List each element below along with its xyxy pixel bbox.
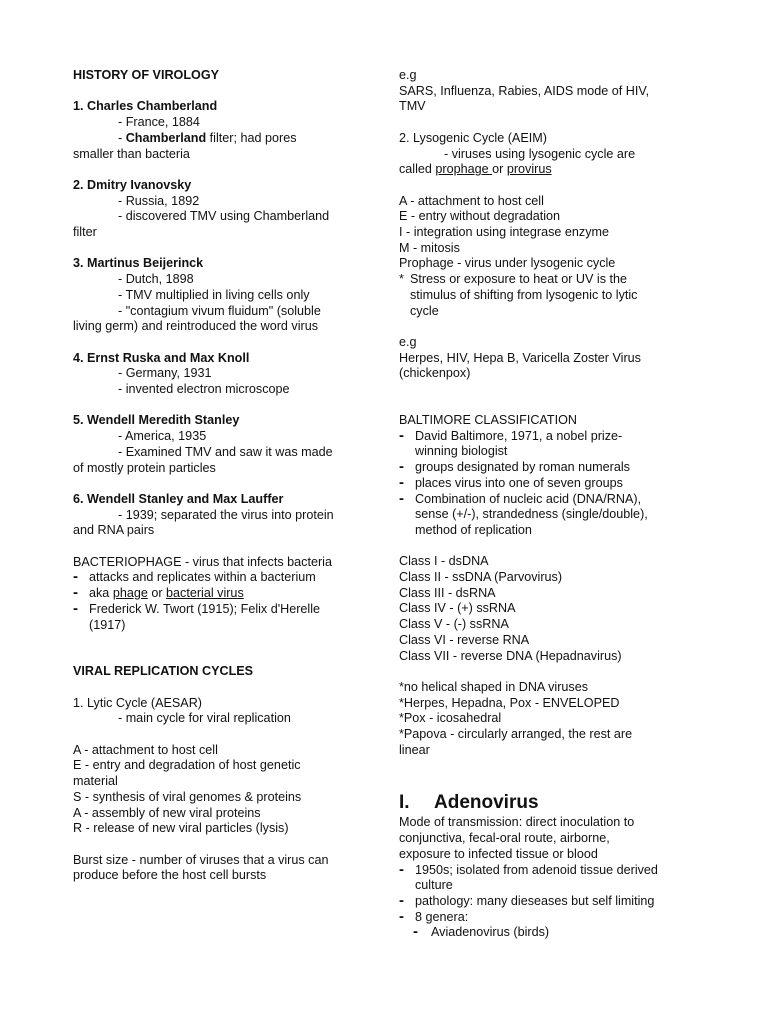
bullet-line: culture bbox=[415, 878, 453, 893]
section-4-line: - invented electron microscope bbox=[118, 382, 290, 396]
lysogenic-line bbox=[399, 162, 699, 178]
class-item: Class VI - reverse RNA bbox=[399, 632, 530, 647]
section-2-line: - discovered TMV using Chamberland bbox=[118, 209, 330, 224]
eg-line: SARS, Influenza, Rabies, AIDS mode of HIV, bbox=[399, 83, 650, 98]
baltimore-title: BALTIMORE CLASSIFICATION bbox=[399, 413, 577, 428]
bullet-line: - 1950s; isolated from adenoid tissue derived bbox=[415, 862, 658, 877]
section-5-line: - America, 1935 bbox=[118, 429, 207, 444]
left-column bbox=[73, 68, 373, 884]
note-item: *no helical shaped in DNA viruses bbox=[399, 679, 589, 694]
eg-line: Herpes, HIV, Hepa B, Varicella Zoster Virus bbox=[399, 350, 641, 365]
section-3-heading: 3. Martinus Beijerinck bbox=[73, 256, 204, 271]
lysogenic-step: A - attachment to host cell bbox=[399, 193, 544, 208]
bullet-item: - places virus into one of seven groups bbox=[399, 476, 699, 492]
section-4-heading: 4. Ernst Ruska and Max Knoll bbox=[73, 350, 250, 365]
section-3-line: - "contagium vivum fluidum" (soluble bbox=[118, 303, 321, 318]
adenovirus-title: Adenovirus bbox=[434, 792, 539, 814]
prophage-text: prophage bbox=[435, 162, 493, 177]
note-item: *Pox - icosahedral bbox=[399, 711, 502, 726]
bullet-line: method of replication bbox=[415, 522, 532, 537]
eg-label: e.g bbox=[399, 68, 417, 82]
section-1-line: - Chamberland filter; had pores bbox=[118, 130, 297, 145]
section-6-line: - 1939; separated the virus into protein bbox=[118, 507, 334, 522]
bullet-text: aka bbox=[89, 586, 113, 601]
class-item: Class III - dsRNA bbox=[399, 585, 496, 600]
burst-size: produce before the host cell bursts bbox=[73, 868, 267, 883]
lytic-step: material bbox=[73, 774, 118, 789]
bullet-item: - groups designated by roman numerals bbox=[399, 460, 699, 476]
provirus-text: provirus bbox=[506, 162, 552, 177]
viral-replication-title: VIRAL REPLICATION CYCLES bbox=[73, 664, 254, 679]
bullet-item bbox=[73, 602, 373, 633]
section-5-line: - Examined TMV and saw it was made bbox=[118, 444, 333, 459]
adenovirus-heading bbox=[399, 791, 699, 815]
note-line: stimulus of shifting from lysogenic to lytic bbox=[410, 287, 638, 302]
sub-bullet-item: - Aviadenovirus (birds) bbox=[399, 925, 699, 941]
eg-line: (chickenpox) bbox=[399, 366, 471, 381]
bullet-line: sense (+/-), strandedness (single/double), bbox=[415, 507, 648, 522]
lysogenic-step: I - integration using integrase enzyme bbox=[399, 225, 610, 239]
right-column bbox=[399, 68, 699, 941]
note-item: linear bbox=[399, 742, 430, 757]
lytic-step: A - assembly of new viral proteins bbox=[73, 805, 261, 820]
bullet-item: - attacks and replicates within a bacterium bbox=[73, 570, 373, 586]
bullet-text: or bbox=[147, 586, 167, 601]
history-title: HISTORY OF VIROLOGY bbox=[73, 68, 220, 82]
lysogenic-step: M - mitosis bbox=[399, 240, 460, 255]
bullet-line: winning biologist bbox=[415, 444, 508, 459]
bullet-item bbox=[399, 429, 699, 460]
class-item: Class V - (-) ssRNA bbox=[399, 617, 509, 632]
section-2-line: filter bbox=[73, 225, 97, 239]
lysogenic-text: called bbox=[399, 162, 436, 177]
transmission-line: conjunctiva, fecal-oral route, airborne, bbox=[399, 831, 610, 846]
note-item: *Herpes, Hepadna, Pox - ENVELOPED bbox=[399, 695, 620, 710]
lysogenic-heading: 2. Lysogenic Cycle (AEIM) bbox=[399, 130, 547, 145]
lysogenic-step: E - entry without degradation bbox=[399, 209, 561, 224]
section-3-line: - TMV multiplied in living cells only bbox=[118, 287, 310, 302]
note-line: cycle bbox=[410, 303, 439, 318]
section-5-line: of mostly protein particles bbox=[73, 460, 216, 475]
lytic-step: E - entry and degradation of host genetic bbox=[73, 758, 301, 773]
note-line: * Stress or exposure to heat or UV is the bbox=[410, 272, 627, 287]
section-1-line: - France, 1884 bbox=[118, 115, 200, 130]
class-item: Class II - ssDNA (Parvovirus) bbox=[399, 570, 563, 585]
lysogenic-text: or bbox=[492, 162, 507, 177]
section-4-line: - Germany, 1931 bbox=[118, 366, 212, 381]
lytic-step: A - attachment to host cell bbox=[73, 742, 218, 757]
bullet-line: - Frederick W. Twort (1915); Felix d'Herelle bbox=[89, 601, 321, 616]
section-3-line: living germ) and reintroduced the word virus bbox=[73, 319, 318, 334]
section-1-text: filter; had pores bbox=[206, 130, 297, 145]
section-6-line: and RNA pairs bbox=[73, 523, 155, 538]
bullet-item bbox=[73, 586, 373, 602]
note-item: *Papova - circularly arranged, the rest are bbox=[399, 727, 633, 742]
section-2-line: - Russia, 1892 bbox=[118, 193, 200, 208]
section-1-heading: 1. Charles Chamberland bbox=[73, 99, 218, 114]
bullet-item bbox=[399, 863, 699, 894]
lytic-subline: - main cycle for viral replication bbox=[118, 711, 291, 726]
section-5-heading: 5. Wendell Meredith Stanley bbox=[73, 413, 240, 428]
lytic-heading: 1. Lytic Cycle (AESAR) bbox=[73, 695, 202, 710]
transmission-line: Mode of transmission: direct inoculation to bbox=[399, 815, 635, 830]
chamberland-bold: Chamberland bbox=[125, 130, 207, 145]
phage-link-text: phage bbox=[112, 586, 148, 601]
class-item: Class IV - (+) ssRNA bbox=[399, 601, 516, 616]
bacterial-virus-text: bacterial virus bbox=[166, 586, 244, 601]
roman-numeral: I. bbox=[399, 792, 410, 814]
bullet-line: - David Baltimore, 1971, a nobel prize- bbox=[415, 428, 623, 443]
bacteriophage-definition: BACTERIOPHAGE - virus that infects bacteria bbox=[73, 554, 332, 569]
bullet-item bbox=[399, 492, 699, 539]
bullet-line: - Combination of nucleic acid (DNA/RNA), bbox=[415, 491, 642, 506]
bullet-line: (1917) bbox=[89, 617, 126, 632]
class-item: Class I - dsDNA bbox=[399, 554, 489, 569]
eg-label: e.g bbox=[399, 334, 417, 349]
burst-size: Burst size - number of viruses that a virus can bbox=[73, 852, 329, 867]
lysogenic-line: - viruses using lysogenic cycle are bbox=[444, 146, 636, 161]
lytic-step: S - synthesis of viral genomes & proteins bbox=[73, 789, 302, 804]
transmission-line: exposure to infected tissue or blood bbox=[399, 846, 598, 861]
stress-note bbox=[399, 272, 699, 319]
eg-line: TMV bbox=[399, 99, 426, 114]
prophage-def: Prophage - virus under lysogenic cycle bbox=[399, 256, 616, 271]
bullet-item: - 8 genera: bbox=[399, 910, 699, 926]
section-1-line: smaller than bacteria bbox=[73, 146, 190, 161]
section-2-heading: 2. Dmitry Ivanovsky bbox=[73, 177, 192, 192]
section-3-line: - Dutch, 1898 bbox=[118, 272, 194, 287]
lytic-step: R - release of new viral particles (lysis) bbox=[73, 821, 289, 836]
class-item: Class VII - reverse DNA (Hepadnavirus) bbox=[399, 648, 622, 663]
section-6-heading: 6. Wendell Stanley and Max Lauffer bbox=[73, 491, 284, 506]
bullet-item: - pathology: many dieseases but self limiting bbox=[399, 894, 699, 910]
